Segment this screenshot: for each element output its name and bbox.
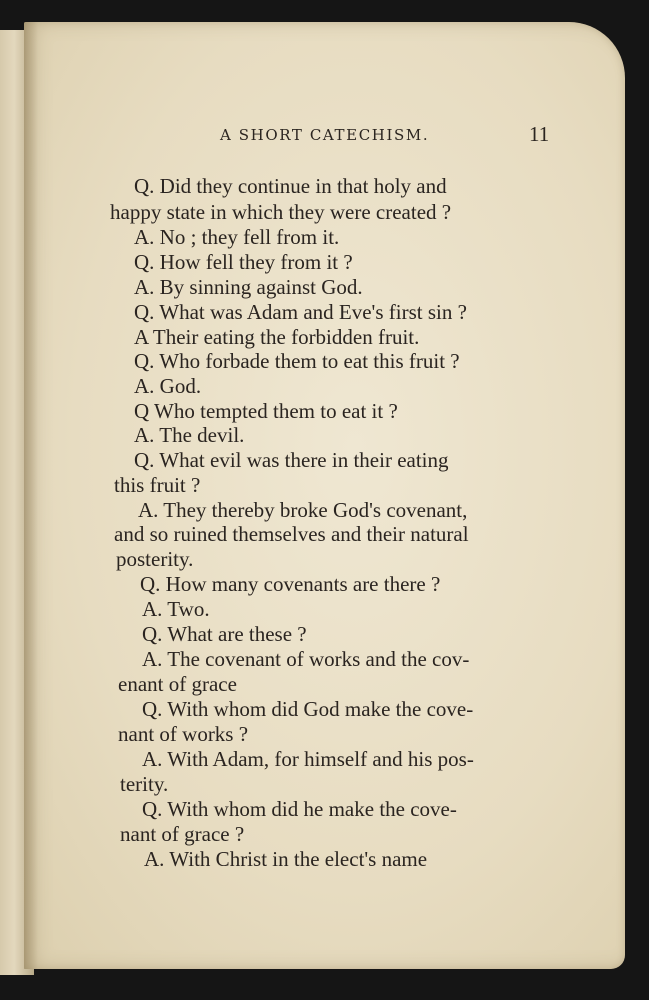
text-line: posterity. [116, 547, 194, 571]
text-line: Q. What are these ? [142, 622, 307, 646]
text-line: A. By sinning against God. [134, 275, 363, 299]
text-line: Q. What evil was there in their eating [134, 448, 449, 472]
text-line: terity. [120, 772, 169, 796]
text-line: A. The covenant of works and the cov- [142, 647, 470, 671]
text-line: Q. How fell they from it ? [134, 250, 353, 274]
text-line: nant of grace ? [120, 822, 245, 846]
text-line: A. God. [134, 374, 202, 398]
text-line: Q Who tempted them to eat it ? [134, 399, 398, 423]
page-gutter-shadow [24, 22, 38, 969]
text-line: A. Two. [142, 597, 210, 621]
text-line: A. They thereby broke God's covenant, [138, 498, 468, 522]
text-line: Q. Did they continue in that holy and [134, 174, 447, 198]
page-number: 11 [529, 122, 550, 146]
text-line: Q. Who forbade them to eat this fruit ? [134, 349, 460, 373]
text-line: A. With Adam, for himself and his pos- [142, 747, 474, 771]
text-line: nant of works ? [118, 722, 249, 746]
text-line: happy state in which they were created ? [110, 200, 452, 224]
text-line: Q. How many covenants are there ? [140, 572, 441, 596]
book-page [24, 22, 625, 969]
running-head: A SHORT CATECHISM. [220, 126, 430, 144]
text-line: and so ruined themselves and their natural [114, 522, 469, 546]
text-line: A. The devil. [134, 423, 245, 447]
text-line: A Their eating the forbidden fruit. [134, 325, 420, 349]
text-line: Q. With whom did God make the cove- [142, 697, 474, 721]
text-line: A. With Christ in the elect's name [144, 847, 428, 871]
text-line: Q. With whom did he make the cove- [142, 797, 457, 821]
text-line: Q. What was Adam and Eve's first sin ? [134, 300, 467, 324]
text-line: this fruit ? [114, 473, 201, 497]
text-line: enant of grace [118, 672, 237, 696]
text-line: A. No ; they fell from it. [134, 225, 340, 249]
